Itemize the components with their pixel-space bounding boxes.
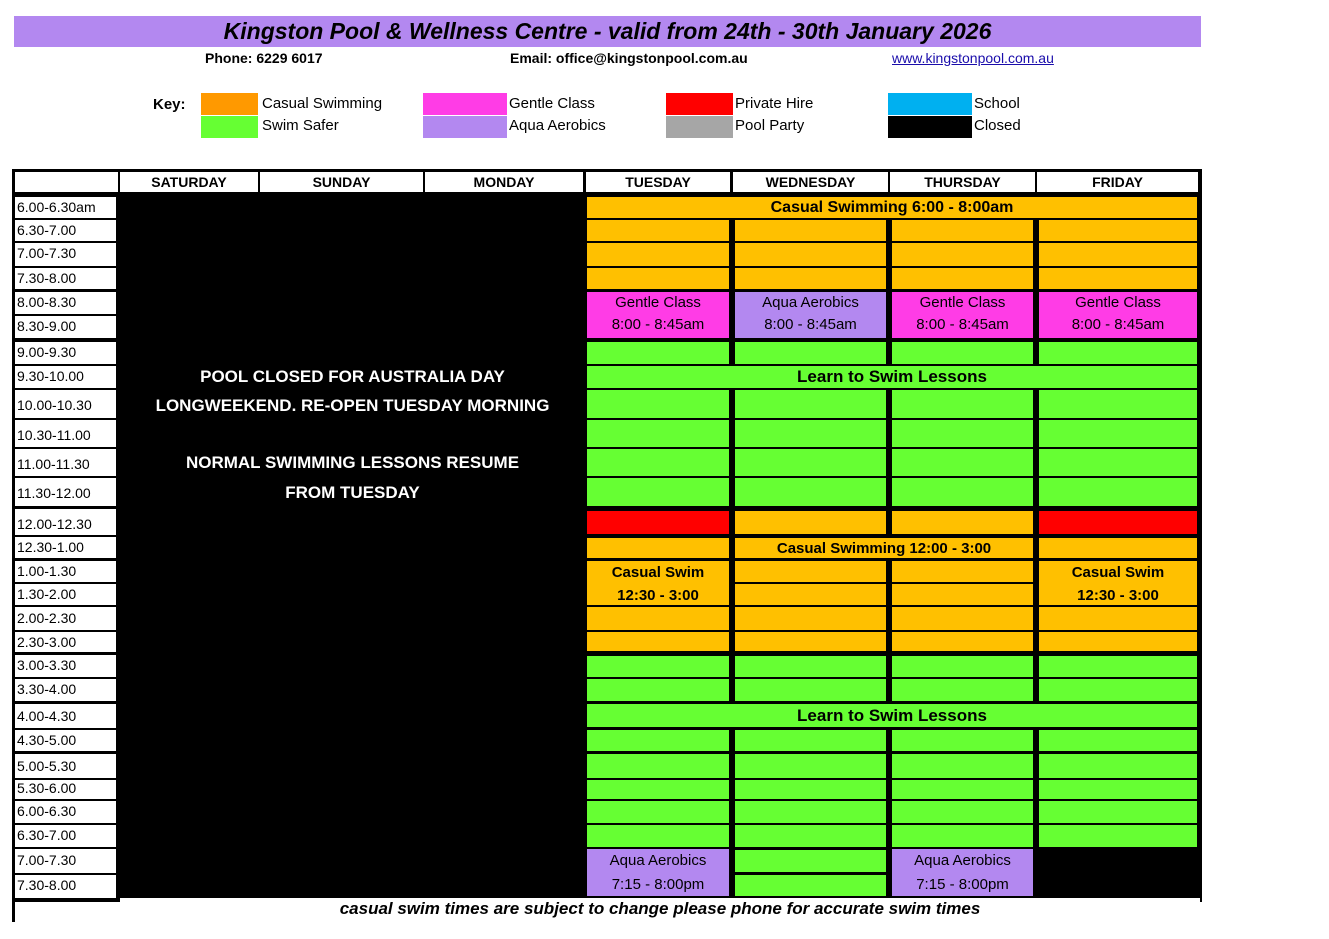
time-label: 1.00-1.30 <box>15 561 116 582</box>
lesson-cell <box>1039 780 1197 799</box>
key-swatch-school <box>888 93 972 115</box>
lesson-cell <box>892 478 1033 506</box>
casual-cell <box>735 584 886 605</box>
lesson-cell <box>892 342 1033 364</box>
time-label: 2.00-2.30 <box>15 607 116 630</box>
aqua-aerobics-thursday-evening <box>892 849 1033 896</box>
header-thursday: THURSDAY <box>890 172 1035 192</box>
casual-cell <box>587 243 729 266</box>
casual-cell <box>892 220 1033 241</box>
lesson-cell <box>587 656 729 677</box>
key-swatch-private <box>666 93 733 115</box>
closed-notice-line3: NORMAL SWIMMING LESSONS RESUME <box>185 453 520 472</box>
lesson-cell <box>735 780 886 799</box>
casual-swim-time: 12:30 - 3:00 <box>1077 587 1159 604</box>
lesson-cell <box>735 390 886 418</box>
key-label: Key: <box>153 96 186 113</box>
time-label: 9.30-10.00 <box>15 366 116 388</box>
closed-notice-line1: POOL CLOSED FOR AUSTRALIA DAY <box>200 367 505 386</box>
casual-swim-tuesday <box>587 561 729 605</box>
website-link[interactable]: www.kingstonpool.com.au <box>892 50 1054 66</box>
lesson-cell <box>1039 656 1197 677</box>
key-label-casual: Casual Swimming <box>262 95 383 112</box>
class-name: Aqua Aerobics <box>762 294 859 311</box>
key-swatch-aqua <box>423 116 507 138</box>
casual-cell <box>587 632 729 651</box>
casual-cell <box>735 607 886 630</box>
header-saturday: SATURDAY <box>120 172 258 192</box>
casual-cell <box>892 243 1033 266</box>
lesson-cell <box>1039 801 1197 823</box>
time-label: 7.30-8.00 <box>15 268 116 289</box>
header-tuesday: TUESDAY <box>586 172 730 192</box>
casual-swim-time: 12:30 - 3:00 <box>617 587 699 604</box>
lesson-cell <box>735 478 886 506</box>
time-label: 4.30-5.00 <box>15 730 116 751</box>
lesson-cell <box>587 342 729 364</box>
lesson-cell <box>892 449 1033 476</box>
casual-cell <box>892 268 1033 289</box>
time-label: 11.30-12.00 <box>15 478 116 506</box>
time-label: 6.30-7.00 <box>15 220 116 241</box>
time-label: 7.30-8.00 <box>15 875 116 898</box>
lesson-cell <box>587 478 729 506</box>
lesson-cell <box>892 801 1033 823</box>
casual-cell <box>1039 538 1197 558</box>
lesson-cell <box>735 754 886 778</box>
casual-cell <box>735 511 886 534</box>
lesson-cell <box>735 875 886 896</box>
casual-cell <box>735 268 886 289</box>
learn-to-swim-banner-afternoon: Learn to Swim Lessons <box>587 704 1197 727</box>
class-time: 8:00 - 8:45am <box>764 316 857 333</box>
casual-cell <box>587 268 729 289</box>
time-label: 5.00-5.30 <box>15 754 116 778</box>
time-label: 12.30-1.00 <box>15 537 116 558</box>
lesson-cell <box>892 656 1033 677</box>
closed-notice-line4: FROM TUESDAY <box>285 483 420 502</box>
lesson-cell <box>892 420 1033 447</box>
casual-cell <box>587 607 729 630</box>
lesson-cell <box>735 342 886 364</box>
casual-cell <box>892 607 1033 630</box>
key-swatch-party <box>666 116 733 138</box>
aqua-aerobics-wednesday <box>735 292 886 338</box>
lesson-cell <box>1039 679 1197 701</box>
key-swatch-swim-safer <box>201 116 258 138</box>
time-label: 11.00-11.30 <box>15 449 116 476</box>
class-name: Gentle Class <box>1075 294 1161 311</box>
private-hire-cell <box>587 511 729 534</box>
time-label: 7.00-7.30 <box>15 849 116 873</box>
header-blank <box>15 172 118 192</box>
private-hire-cell <box>1039 511 1197 534</box>
time-label: 3.30-4.00 <box>15 679 116 701</box>
casual-cell <box>1039 243 1197 266</box>
casual-cell <box>892 511 1033 534</box>
lesson-cell <box>892 780 1033 799</box>
key-label-private: Private Hire <box>735 95 814 112</box>
casual-cell <box>1039 220 1197 241</box>
lesson-cell <box>735 420 886 447</box>
lesson-cell <box>1039 342 1197 364</box>
frame-edge <box>12 900 15 922</box>
class-time: 8:00 - 8:45am <box>611 316 705 333</box>
lesson-cell <box>587 420 729 447</box>
lesson-cell <box>892 730 1033 751</box>
lesson-cell <box>892 825 1033 847</box>
lesson-cell <box>1039 730 1197 751</box>
time-label: 6.00-6.30am <box>15 197 116 218</box>
key-label-aqua: Aqua Aerobics <box>509 117 606 134</box>
key-swatch-casual <box>201 93 258 115</box>
casual-swim-midday-banner: Casual Swimming 12:00 - 3:00 <box>735 538 1033 558</box>
lesson-cell <box>892 754 1033 778</box>
time-label: 2.30-3.00 <box>15 632 116 652</box>
time-label: 8.00-8.30 <box>15 292 116 314</box>
class-name: Gentle Class <box>919 294 1006 311</box>
email-text: Email: office@kingstonpool.com.au <box>510 50 748 66</box>
footer-note: casual swim times are subject to change please phone for accurate swim times <box>120 898 1200 920</box>
lesson-cell <box>587 754 729 778</box>
class-name: Aqua Aerobics <box>914 852 1011 869</box>
lesson-cell <box>587 679 729 701</box>
casual-swim-morning-banner: Casual Swimming 6:00 - 8:00am <box>587 197 1197 218</box>
key-swatch-closed <box>888 116 972 138</box>
key-label-closed: Closed <box>974 117 1021 134</box>
header-monday: MONDAY <box>425 172 583 192</box>
lesson-cell <box>1039 449 1197 476</box>
page-title: Kingston Pool & Wellness Centre - valid from 24th - 30th January 2026 <box>14 16 1201 47</box>
casual-cell <box>735 220 886 241</box>
time-label: 6.00-6.30 <box>15 801 116 823</box>
lesson-cell <box>735 850 886 872</box>
casual-cell <box>892 632 1033 651</box>
casual-swim-label: Casual Swim <box>1071 564 1165 581</box>
lesson-cell <box>735 825 886 847</box>
gentle-class-friday <box>1039 292 1197 338</box>
casual-cell <box>587 538 729 558</box>
time-label: 6.30-7.00 <box>15 825 116 847</box>
closed-notice-line2: LONGWEEKEND. RE-OPEN TUESDAY MORNING <box>155 396 550 415</box>
time-label: 4.00-4.30 <box>15 704 116 728</box>
casual-cell <box>1039 268 1197 289</box>
time-label: 10.00-10.30 <box>15 390 116 418</box>
lesson-cell <box>735 656 886 677</box>
gentle-class-tuesday <box>587 292 729 338</box>
lesson-cell <box>587 801 729 823</box>
lesson-cell <box>587 730 729 751</box>
key-label-school: School <box>974 95 1020 112</box>
casual-cell <box>587 220 729 241</box>
lesson-cell <box>735 449 886 476</box>
learn-to-swim-banner-morning: Learn to Swim Lessons <box>587 366 1197 388</box>
key-swatch-gentle <box>423 93 507 115</box>
casual-cell <box>1039 607 1197 630</box>
phone-text: Phone: 6229 6017 <box>205 50 323 66</box>
key-label-gentle: Gentle Class <box>509 95 595 112</box>
casual-swim-friday <box>1039 561 1197 605</box>
lesson-cell <box>735 730 886 751</box>
lesson-cell <box>1039 390 1197 418</box>
class-time: 8:00 - 8:45am <box>916 316 1009 333</box>
lesson-cell <box>735 679 886 701</box>
header-wednesday: WEDNESDAY <box>733 172 888 192</box>
lesson-cell <box>892 679 1033 701</box>
key-label-swim-safer: Swim Safer <box>262 117 339 134</box>
time-label: 7.00-7.30 <box>15 243 116 266</box>
casual-cell <box>735 243 886 266</box>
time-label: 5.30-6.00 <box>15 780 116 799</box>
lesson-cell <box>587 449 729 476</box>
lesson-cell <box>735 801 886 823</box>
aqua-aerobics-tuesday-evening <box>587 849 729 896</box>
gentle-class-thursday <box>892 292 1033 338</box>
casual-cell <box>735 632 886 651</box>
lesson-cell <box>1039 825 1197 847</box>
casual-cell <box>892 561 1033 582</box>
class-time: 8:00 - 8:45am <box>1071 316 1165 333</box>
time-label: 10.30-11.00 <box>15 420 116 447</box>
lesson-cell <box>587 825 729 847</box>
casual-cell <box>1039 632 1197 651</box>
class-time: 7:15 - 8:00pm <box>611 876 705 893</box>
lesson-cell <box>1039 478 1197 506</box>
key-label-party: Pool Party <box>735 117 805 134</box>
class-name: Aqua Aerobics <box>609 852 707 869</box>
casual-swim-label: Casual Swim <box>611 564 705 581</box>
lesson-cell <box>892 390 1033 418</box>
time-label: 3.00-3.30 <box>15 655 116 677</box>
class-name: Gentle Class <box>615 294 701 311</box>
lesson-cell <box>587 780 729 799</box>
lesson-cell <box>1039 754 1197 778</box>
header-sunday: SUNDAY <box>260 172 423 192</box>
time-label: 8.30-9.00 <box>15 316 116 338</box>
casual-cell <box>892 584 1033 605</box>
lesson-cell <box>587 390 729 418</box>
time-label: 1.30-2.00 <box>15 584 116 605</box>
time-label: 12.00-12.30 <box>15 509 116 535</box>
class-time: 7:15 - 8:00pm <box>916 876 1009 893</box>
lesson-cell <box>1039 420 1197 447</box>
time-label: 9.00-9.30 <box>15 342 116 364</box>
header-friday: FRIDAY <box>1037 172 1198 192</box>
casual-cell <box>735 561 886 582</box>
